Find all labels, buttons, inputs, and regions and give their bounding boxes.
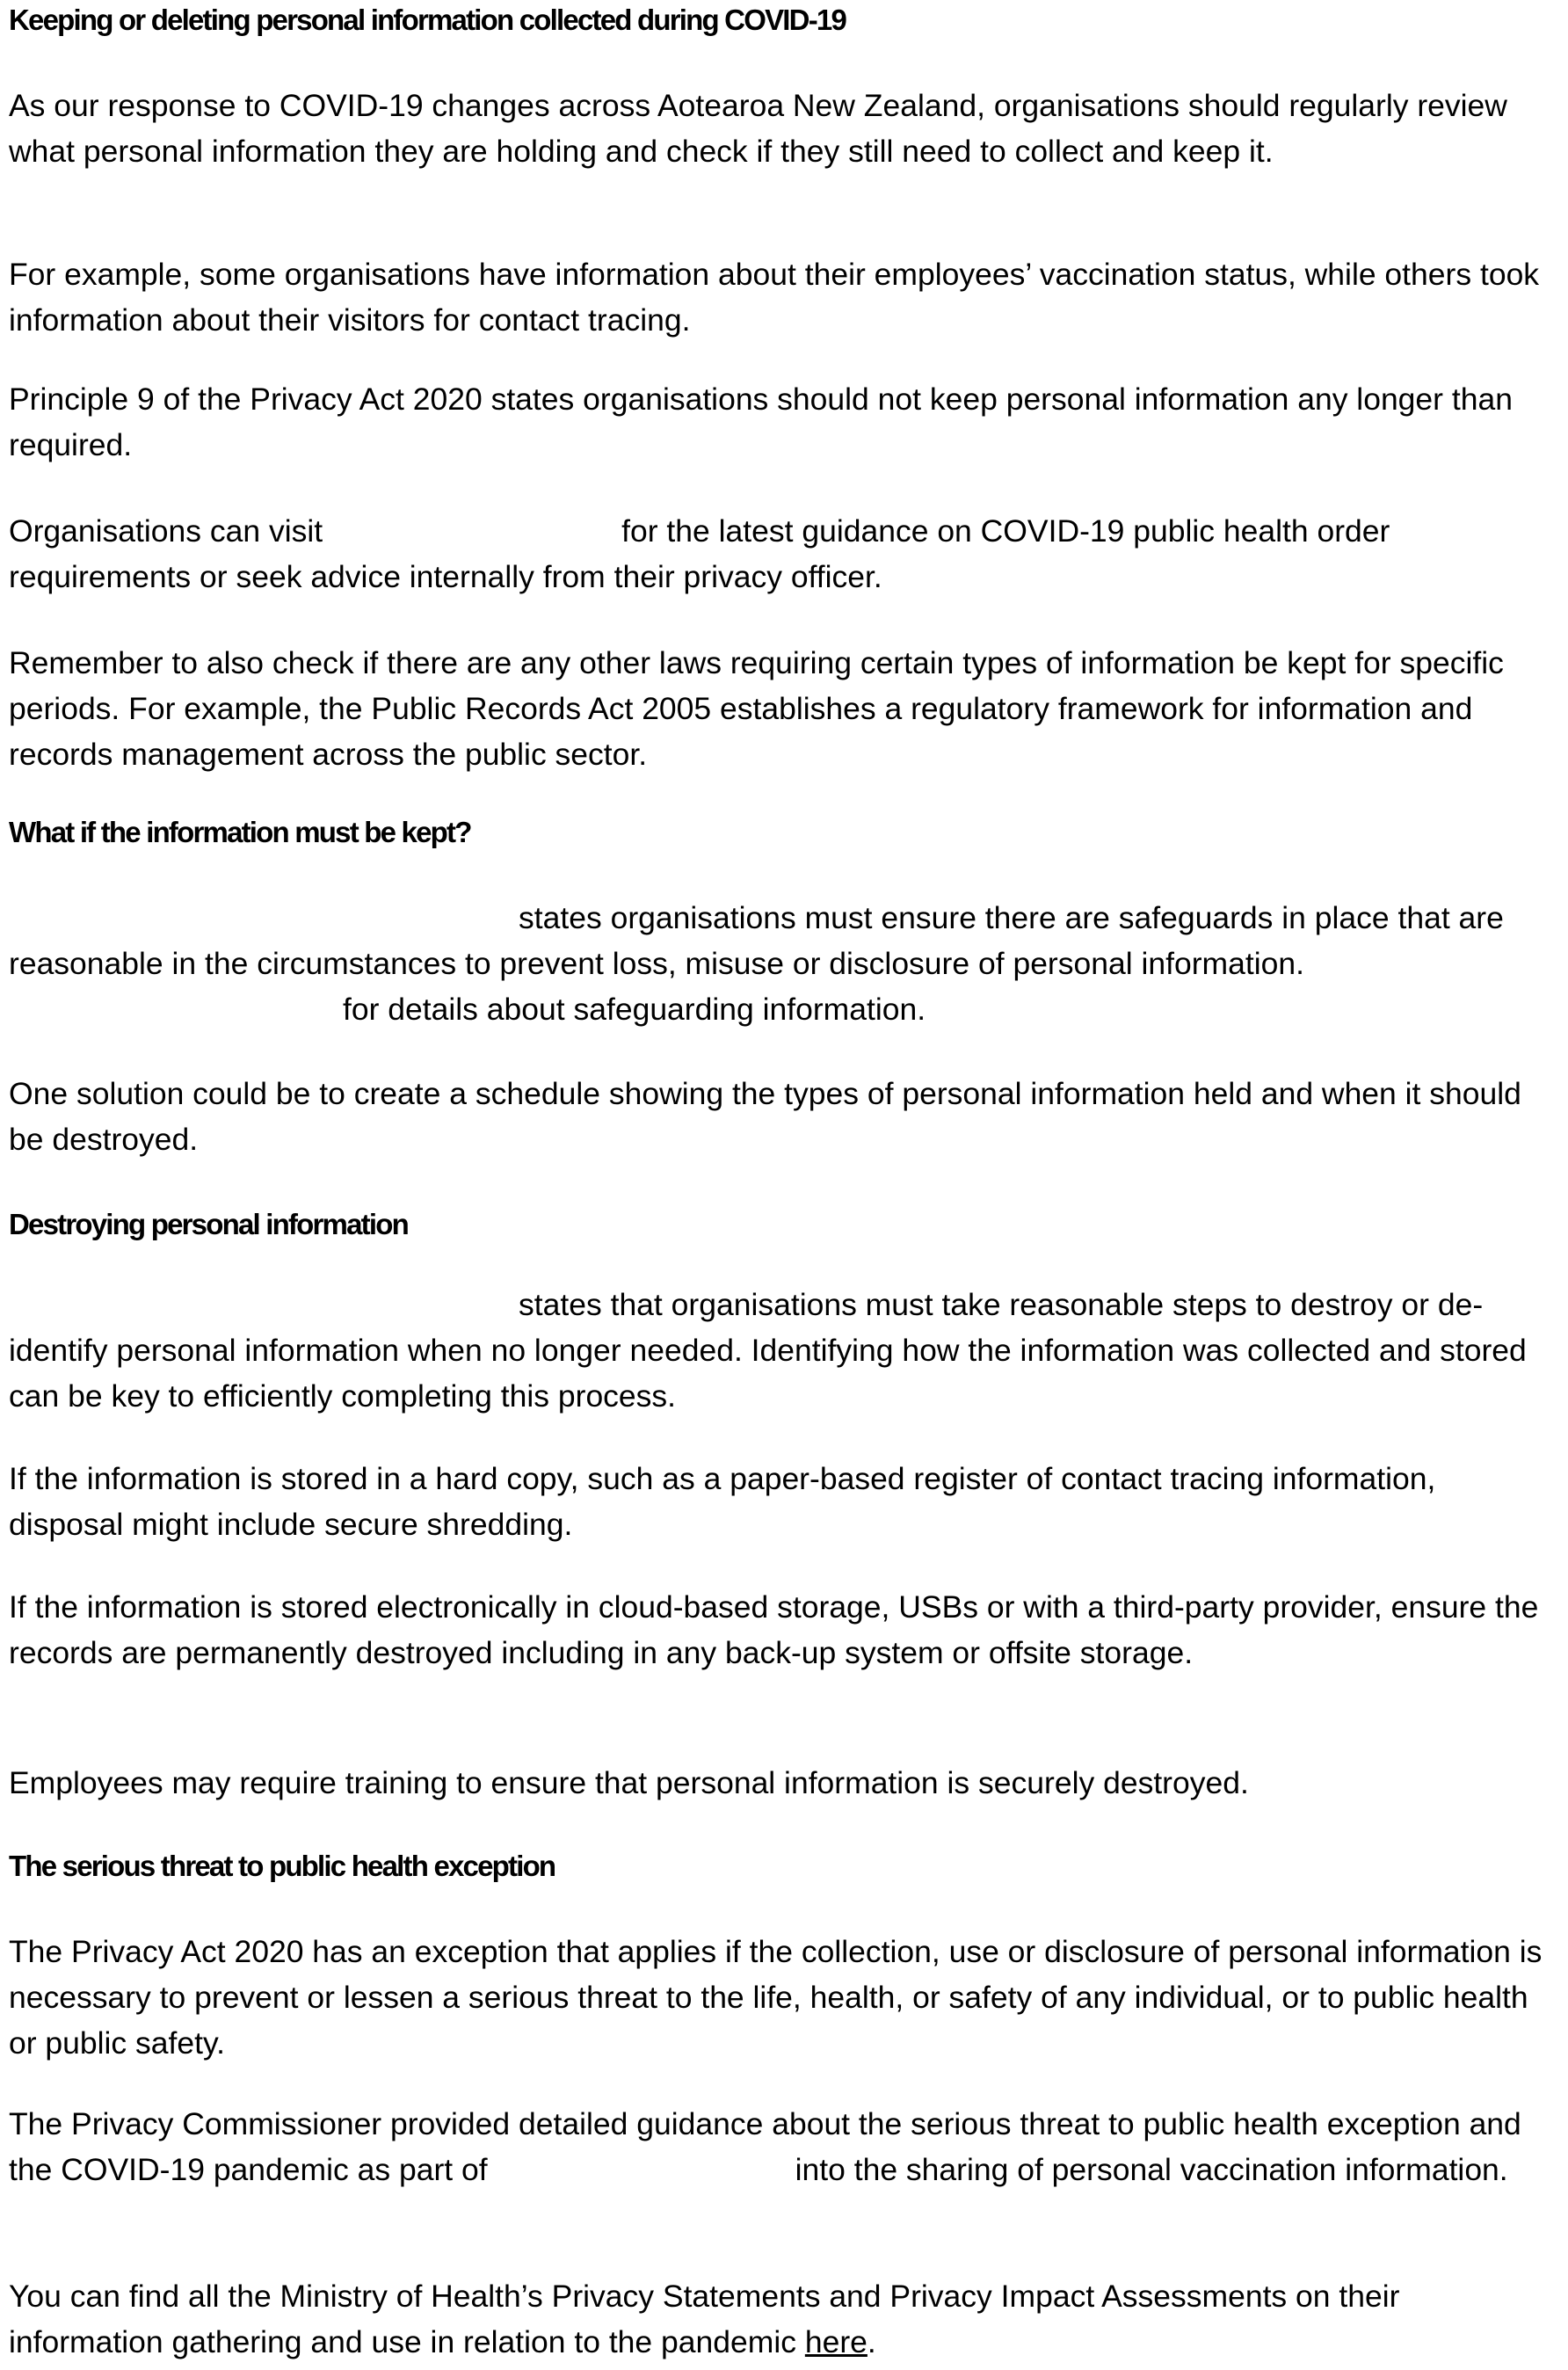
paragraph-schedule: One solution could be to create a schedule showing the types of personal information held and when it should be destroyed. — [9, 1076, 1521, 1157]
commissioner-text-end: into the sharing of personal vaccination information. — [795, 2152, 1508, 2187]
ministry-text: You can find all the Ministry of Health’s Privacy Statements and Privacy Impact Assessments on their information gathering and use in relation to the pandemic — [9, 2279, 1400, 2359]
paragraph-ministry — [9, 2273, 1551, 2365]
ministry-period: . — [867, 2324, 876, 2359]
safeguards-text: states organisations must ensure there are safeguards in place that are reasonable in the circumstances to prevent loss, misuse or disclosure of personal information. — [9, 900, 1504, 981]
here-link[interactable]: here — [804, 2324, 867, 2359]
guidance-text-end: for the latest guidance on COVID-19 public health order requirements or seek advice internally from their privacy officer. — [9, 513, 1390, 594]
commissioner-text-start: The Privacy Commissioner provided detailed guidance about the serious threat to public health exception and the COVID-19 pandemic as part of — [9, 2106, 1521, 2187]
paragraph-principle-9: Principle 9 of the Privacy Act 2020 states organisations should not keep personal information any longer than required. — [9, 382, 1513, 462]
guidance-text-start: Organisations can visit — [9, 513, 323, 549]
paragraph-training: Employees may require training to ensure that personal information is securely destroyed. — [9, 1765, 1249, 1800]
heading-destroying: Destroying personal information — [9, 1208, 408, 1240]
paragraph-commissioner — [9, 2101, 1551, 2192]
paragraph-electronic: If the information is stored electronically in cloud-based storage, USBs or with a third-party provider, ensure the records are permanently destroyed including in any back-up system or offsite storage. — [9, 1589, 1539, 1670]
heading-serious-threat: The serious threat to public health exception — [9, 1850, 555, 1882]
destroy-text: states that organisations must take reasonable steps to destroy or de-identify personal information when no longer needed. Identifying how the information was collected and stored can be key to efficiently completing this process. — [9, 1287, 1527, 1414]
paragraph-safeguards — [9, 895, 1551, 1032]
main-heading: Keeping or deleting personal information collected during COVID-19 — [9, 4, 846, 36]
safeguards-details-text: for details about safeguarding information. — [343, 992, 926, 1027]
paragraph-intro: As our response to COVID-19 changes across Aotearoa New Zealand, organisations should regularly review what personal information they are holding and check if they still need to collect and keep it. — [9, 88, 1507, 169]
paragraph-guidance — [9, 508, 1551, 600]
paragraph-example: For example, some organisations have information about their employees’ vaccination status, while others took information about their visitors for contact tracing. — [9, 257, 1540, 338]
heading-information-kept: What if the information must be kept? — [9, 816, 471, 848]
paragraph-other-laws: Remember to also check if there are any other laws requiring certain types of information be kept for specific periods. For example, the Public Records Act 2005 establishes a regulatory framework for information and records management across the public sector. — [9, 645, 1504, 772]
paragraph-hard-copy: If the information is stored in a hard copy, such as a paper-based register of contact tracing information, disposal might include secure shredding. — [9, 1461, 1436, 1542]
paragraph-destroy — [9, 1282, 1551, 1419]
paragraph-exception: The Privacy Act 2020 has an exception that applies if the collection, use or disclosure of personal information is necessary to prevent or lessen a serious threat to the life, health, or safety of any individual, or to public health or public safety. — [9, 1934, 1543, 2061]
